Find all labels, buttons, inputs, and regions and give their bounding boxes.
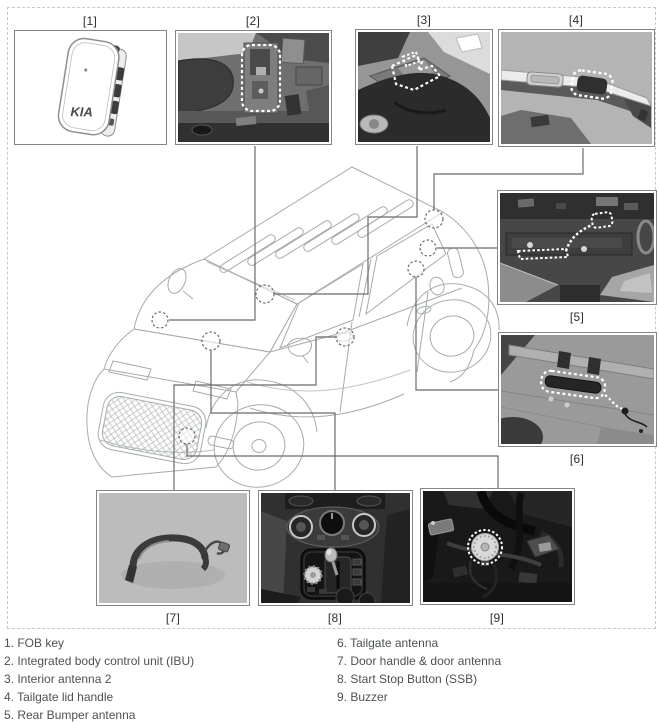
legend-item-interior-antenna: 3. Interior antenna 2	[4, 672, 112, 686]
legend-item-ibu: 2. Integrated body control unit (IBU)	[4, 654, 195, 668]
legend-item-buzzer: 9. Buzzer	[337, 690, 388, 704]
marker-label-1: [1]	[82, 14, 98, 28]
marker-circle-ibu	[152, 312, 168, 328]
photo-8-ssb	[258, 490, 413, 606]
marker-label-6: [6]	[569, 452, 585, 466]
marker-circle-rear-bumper-antenna	[420, 240, 436, 256]
legend-right-column	[337, 634, 501, 706]
marker-circle-buzzer	[179, 428, 195, 444]
photo-3-interior-antenna	[355, 29, 493, 145]
photo-6-tailgate-antenna	[498, 332, 657, 447]
kia-logo: KIA	[70, 104, 93, 120]
leader-line-6	[416, 277, 498, 390]
marker-label-5: [5]	[569, 310, 585, 324]
marker-label-8: [8]	[327, 611, 343, 625]
marker-label-7: [7]	[165, 611, 181, 625]
legend-item-rear-bumper-antenna: 5. Rear Bumper antenna	[4, 708, 136, 722]
marker-circle-tailgate-handle	[425, 210, 443, 228]
photo-7-door-handle	[96, 490, 250, 606]
legend-item-fob-key: 1. FOB key	[4, 636, 65, 650]
photo-5-rear-bumper-antenna	[497, 190, 657, 305]
legend-left-column	[4, 634, 194, 724]
marker-label-9: [9]	[489, 611, 505, 625]
legend-item-tailgate-antenna: 6. Tailgate antenna	[337, 636, 439, 650]
leader-line-2	[169, 146, 255, 320]
marker-circle-ssb	[202, 332, 220, 350]
photo-9-buzzer	[420, 488, 575, 605]
marker-circle-interior-antenna	[256, 285, 274, 303]
marker-circle-door-handle	[336, 328, 354, 346]
legend-item-door-handle-antenna: 7. Door handle & door antenna	[337, 654, 502, 668]
marker-circles	[152, 210, 443, 444]
legend-item-ssb: 8. Start Stop Button (SSB)	[337, 672, 478, 686]
leader-line-3	[274, 146, 417, 294]
photo-4-tailgate-handle	[498, 29, 655, 147]
photo-2-ibu	[175, 30, 332, 145]
marker-label-3: [3]	[416, 13, 432, 27]
marker-label-4: [4]	[568, 13, 584, 27]
marker-label-2: [2]	[245, 14, 261, 28]
legend-item-tailgate-handle: 4. Tailgate lid handle	[4, 690, 114, 704]
photo-1-fob-key	[14, 30, 167, 145]
marker-circle-tailgate-antenna	[408, 261, 424, 277]
